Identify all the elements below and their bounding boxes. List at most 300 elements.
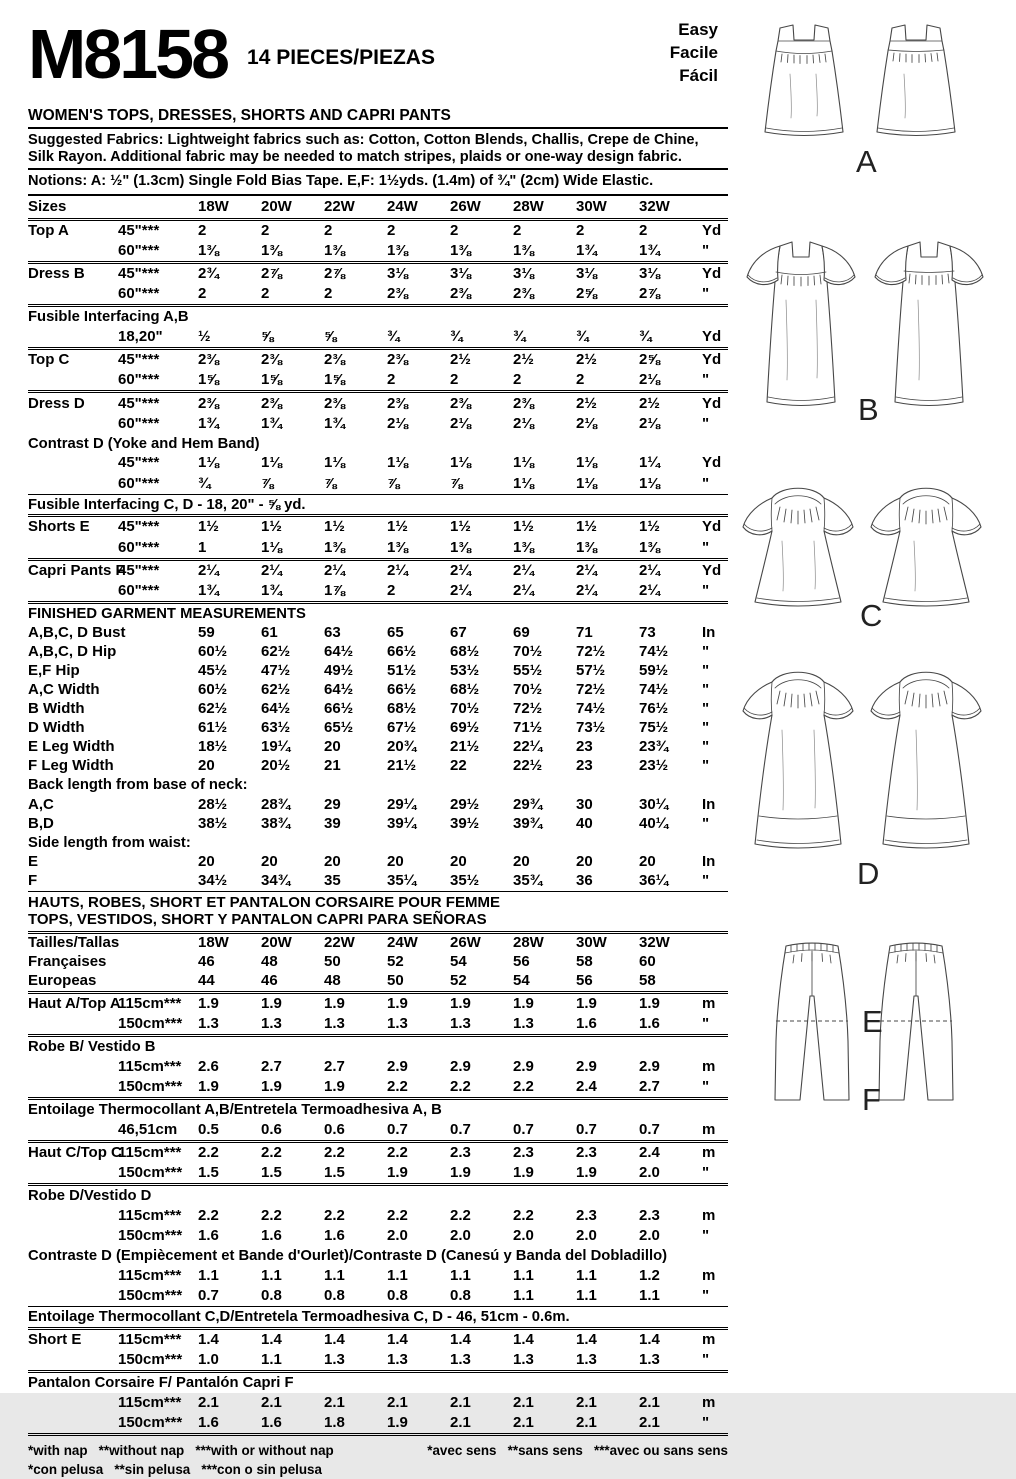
size-cell: 20W — [261, 934, 292, 952]
table-row — [28, 241, 728, 264]
size-cell: 62½ — [261, 643, 291, 661]
section-title: TOPS, VESTIDOS, SHORT Y PANTALON CAPRI PARA SEÑORAS — [28, 911, 487, 929]
footnote-en: *with nap **without nap ***with or without nap — [28, 1443, 334, 1459]
view-d-label: D — [857, 856, 880, 891]
row-spec: 45"*** — [118, 264, 160, 282]
size-cell: 32W — [639, 934, 670, 952]
size-cell: 1.1 — [261, 1267, 282, 1285]
table-row — [28, 1330, 728, 1350]
size-cell: 23½ — [639, 757, 669, 775]
size-cell: 62½ — [198, 700, 228, 718]
section-title: Side length from waist: — [28, 835, 191, 852]
size-cell: 2.3 — [576, 1144, 597, 1162]
size-cell: 2¼ — [513, 582, 534, 599]
size-cell: 29¾ — [513, 795, 543, 813]
size-cell: 0.7 — [576, 1120, 597, 1138]
size-cell: 56 — [576, 972, 593, 990]
unit-cell: " — [702, 414, 710, 432]
section-title: Contraste D (Empiècement et Bande d'Ourlet)/Contraste D (Canesú y Banda del Dobladillo) — [28, 1248, 668, 1265]
table-row — [28, 370, 728, 393]
size-cell: 1½ — [450, 518, 471, 536]
table-row — [28, 474, 728, 495]
size-cell: 62½ — [261, 681, 291, 699]
size-cell: 1⅛ — [576, 454, 597, 472]
size-cell: 0.6 — [261, 1120, 282, 1138]
size-cell: 1½ — [639, 518, 660, 536]
section-row — [28, 1246, 728, 1266]
size-cell: 2.2 — [513, 1078, 534, 1096]
size-cell: 38¾ — [261, 814, 291, 832]
size-cell: 1.3 — [513, 1351, 534, 1369]
section-title: Fusible Interfacing A,B — [28, 309, 189, 326]
table-row — [28, 972, 728, 994]
size-cell: 1¾ — [324, 414, 345, 432]
size-cell: 1.4 — [576, 1331, 597, 1348]
row-label: Sizes — [28, 197, 67, 215]
size-cell: 20 — [387, 853, 404, 871]
size-cell: 2.0 — [639, 1164, 660, 1182]
size-cell: 2 — [387, 371, 396, 389]
row-spec: 115cm*** — [118, 1144, 182, 1162]
table-row — [28, 393, 728, 413]
size-cell: 2.1 — [450, 1393, 471, 1411]
size-cell: 2¼ — [513, 561, 534, 579]
size-cell: 1.9 — [639, 994, 660, 1012]
size-cell: 2.2 — [450, 1078, 471, 1096]
size-cell: 54 — [513, 972, 530, 990]
size-cell: 30 — [576, 795, 593, 813]
unit-cell: m — [702, 994, 716, 1012]
size-cell: 20½ — [261, 757, 291, 775]
table-row — [28, 221, 728, 241]
unit-cell: " — [702, 582, 710, 599]
size-cell: 21½ — [387, 757, 417, 775]
size-cell: 1.9 — [450, 1164, 471, 1182]
row-label: B,D — [28, 814, 54, 832]
table-row — [28, 994, 728, 1014]
table-row — [28, 453, 728, 473]
size-cell: 2.1 — [576, 1393, 597, 1411]
unit-cell: Yd — [702, 518, 722, 536]
size-cell: 2.1 — [513, 1414, 534, 1432]
size-cell: 60½ — [198, 681, 228, 699]
size-cell: 35 — [324, 872, 341, 890]
size-cell: 74½ — [576, 700, 606, 718]
size-cell: 1⅜ — [576, 538, 597, 556]
size-cell: 2¼ — [387, 561, 408, 579]
size-cell: 0.7 — [513, 1120, 534, 1138]
size-cell: 1.9 — [576, 1164, 597, 1182]
size-cell: 20 — [450, 853, 467, 871]
size-cell: 40 — [576, 814, 593, 832]
size-cell: 2¼ — [576, 561, 597, 579]
row-label: Haut C/Top C — [28, 1144, 122, 1162]
size-cell: 35¾ — [513, 872, 543, 890]
size-cell: 64½ — [261, 700, 291, 718]
unit-cell: " — [702, 371, 710, 389]
size-cell: 65 — [387, 624, 404, 642]
yardage-table — [28, 194, 728, 1437]
size-cell: 2.0 — [513, 1227, 534, 1245]
view-a-back — [877, 25, 955, 136]
size-cell: 74½ — [639, 681, 669, 699]
size-cell: 2.7 — [639, 1078, 660, 1096]
size-cell: 1⅜ — [198, 241, 219, 259]
size-cell: 71½ — [513, 719, 543, 737]
size-cell: ¾ — [639, 327, 652, 345]
size-cell: 1⅜ — [261, 241, 282, 259]
suggested-fabrics-text: Lightweight fabrics such as: Cotton, Cotton Blends, Challis, Crepe de Chine, Silk Rayon. Additional fabric may be needed to match stripes, plaids or one-way design fabric. — [28, 132, 699, 165]
unit-cell: " — [702, 681, 710, 699]
notions-text: A: ½" (1.3cm) Single Fold Bias Tape. E,F: 1½yds. (1.4m) of ¾" (2cm) Wide Elastic. — [90, 173, 654, 189]
pants-back — [879, 943, 953, 1100]
table-row — [28, 264, 728, 284]
size-cell: ⅝ — [261, 327, 274, 345]
size-cell: 26W — [450, 934, 481, 952]
size-cell: 59 — [198, 624, 215, 642]
unit-cell: m — [702, 1267, 716, 1285]
size-cell: 1.8 — [324, 1414, 345, 1432]
size-cell: 1⅝ — [324, 371, 345, 389]
size-cell: 1½ — [198, 518, 219, 536]
unit-cell: " — [702, 538, 710, 556]
table-row — [28, 414, 728, 434]
table-row — [28, 581, 728, 604]
table-row — [28, 1226, 728, 1246]
unit-cell: Yd — [702, 454, 722, 472]
size-cell: ⅝ — [324, 327, 337, 345]
size-cell: 2.2 — [450, 1207, 471, 1225]
row-label: A,B,C, D Hip — [28, 643, 117, 661]
section-row — [28, 1307, 728, 1330]
footnotes — [28, 1441, 728, 1479]
size-cell: 22W — [324, 197, 355, 215]
unit-cell: " — [702, 1078, 710, 1096]
unit-cell: In — [702, 795, 716, 813]
size-cell: 73½ — [576, 719, 606, 737]
size-cell: 23¾ — [639, 738, 669, 756]
size-cell: 1.9 — [387, 994, 408, 1012]
view-c-illustration — [734, 476, 990, 616]
view-b-front — [747, 242, 855, 406]
section-row — [28, 307, 728, 327]
section-title: FINISHED GARMENT MEASUREMENTS — [28, 605, 306, 622]
size-cell: 2.3 — [576, 1207, 597, 1225]
size-cell: 68½ — [450, 643, 480, 661]
size-cell: 1⅜ — [513, 241, 534, 259]
size-cell: 1¾ — [261, 582, 282, 599]
size-cell: 22W — [324, 934, 355, 952]
size-cell: 60½ — [198, 643, 228, 661]
size-cell: 2⅜ — [324, 394, 345, 412]
size-cell: 2.2 — [324, 1207, 345, 1225]
table-row — [28, 350, 728, 370]
unit-cell: " — [702, 1015, 710, 1033]
size-cell: 72½ — [513, 700, 543, 718]
size-cell: 28¾ — [261, 795, 291, 813]
section-title: Back length from base of neck: — [28, 777, 248, 794]
size-cell: 2⅜ — [198, 394, 219, 412]
table-row — [28, 872, 728, 892]
size-cell: 2⅜ — [387, 351, 408, 369]
size-cell: 1.6 — [261, 1227, 282, 1245]
size-cell: 1¾ — [198, 582, 219, 599]
row-label: B Width — [28, 700, 85, 718]
unit-cell: m — [702, 1120, 716, 1138]
size-cell: 40¼ — [639, 814, 669, 832]
row-label: E — [28, 853, 39, 871]
size-cell: 28W — [513, 197, 544, 215]
size-cell: 2⅛ — [387, 414, 408, 432]
row-label: A,C — [28, 795, 54, 813]
row-label: Dress D — [28, 394, 85, 412]
size-cell: 1.3 — [450, 1015, 471, 1033]
row-label: Top C — [28, 351, 70, 369]
size-cell: 56 — [513, 953, 530, 971]
section-row — [28, 1373, 728, 1393]
size-cell: 1.4 — [324, 1331, 345, 1348]
size-cell: 1.9 — [198, 1078, 219, 1096]
size-cell: 60 — [639, 953, 656, 971]
size-cell: 1.9 — [324, 1078, 345, 1096]
table-row — [28, 1266, 728, 1286]
unit-cell: " — [702, 700, 710, 718]
size-cell: 1.3 — [639, 1351, 660, 1369]
size-cell: 1.9 — [387, 1164, 408, 1182]
row-spec: 60"*** — [118, 538, 160, 556]
row-label: E,F Hip — [28, 662, 80, 680]
table-row — [28, 1163, 728, 1186]
difficulty-es: Fácil — [679, 66, 718, 85]
size-cell: 1.3 — [324, 1015, 345, 1033]
size-cell: 2¼ — [450, 582, 471, 599]
size-cell: 1½ — [513, 518, 534, 536]
size-cell: 2⅜ — [198, 351, 219, 369]
table-row — [28, 1413, 728, 1436]
size-cell: 45½ — [198, 662, 228, 680]
view-c-front — [743, 488, 853, 606]
section-row — [28, 1100, 728, 1120]
size-cell: 1⅝ — [261, 371, 282, 389]
size-cell: 63 — [324, 624, 341, 642]
size-cell: 2 — [576, 371, 585, 389]
table-row — [28, 1057, 728, 1077]
notions-lead: Notions: — [28, 173, 88, 189]
size-cell: 2⅜ — [450, 394, 471, 412]
size-cell: 1.6 — [198, 1227, 219, 1245]
row-spec: 60"*** — [118, 371, 160, 389]
size-cell: 2 — [198, 221, 207, 239]
size-cell: 2¼ — [639, 582, 660, 599]
size-cell: 20W — [261, 197, 292, 215]
size-cell: 1⅛ — [513, 474, 534, 492]
size-cell: 2 — [261, 221, 270, 239]
pattern-number: M8158 — [28, 15, 228, 93]
size-cell: 1.3 — [324, 1351, 345, 1369]
size-cell: 1.1 — [576, 1287, 597, 1305]
size-cell: 2 — [387, 221, 396, 239]
unit-cell: In — [702, 853, 716, 871]
size-cell: 1⅛ — [450, 454, 471, 472]
unit-cell: " — [702, 285, 710, 303]
view-b-illustration — [734, 230, 990, 416]
size-cell: 63½ — [261, 719, 291, 737]
size-cell: 1.6 — [198, 1414, 219, 1432]
size-cell: 30W — [576, 934, 607, 952]
size-cell: 2¼ — [639, 561, 660, 579]
row-label: Europeas — [28, 972, 97, 990]
size-cell: 1.5 — [261, 1164, 282, 1182]
row-spec: 45"*** — [118, 561, 160, 579]
table-row — [28, 1120, 728, 1143]
footnote-fr: *avec sens **sans sens ***avec ou sans sens — [427, 1443, 728, 1459]
size-cell: 39¼ — [387, 814, 417, 832]
size-cell: 2 — [198, 285, 207, 303]
size-cell: 69 — [513, 624, 530, 642]
suggested-fabrics — [28, 129, 728, 170]
size-cell: ½ — [198, 327, 211, 345]
unit-cell: " — [702, 814, 710, 832]
size-cell: 54 — [450, 953, 467, 971]
size-cell: 23 — [576, 757, 593, 775]
size-cell: 2.3 — [513, 1144, 534, 1162]
size-cell: 21½ — [450, 738, 480, 756]
row-label: E Leg Width — [28, 738, 115, 756]
row-spec: 60"*** — [118, 474, 160, 492]
table-row — [28, 681, 728, 700]
size-cell: 30W — [576, 197, 607, 215]
section-title: Robe D/Vestido D — [28, 1188, 152, 1205]
row-label: D Width — [28, 719, 85, 737]
size-cell: 2⅛ — [639, 371, 660, 389]
table-row — [28, 738, 728, 757]
size-cell: 2.2 — [261, 1144, 282, 1162]
size-cell: 59½ — [639, 662, 669, 680]
size-cell: 1⅜ — [513, 538, 534, 556]
size-cell: 2¼ — [198, 561, 219, 579]
row-spec: 60"*** — [118, 241, 160, 259]
unit-cell: Yd — [702, 394, 722, 412]
size-cell: 2.1 — [639, 1414, 660, 1432]
row-label: Top A — [28, 221, 69, 239]
view-a-front — [765, 25, 843, 136]
size-cell: 1⅜ — [450, 241, 471, 259]
size-cell: 2.0 — [576, 1227, 597, 1245]
size-cell: 0.8 — [450, 1287, 471, 1305]
table-row — [28, 1077, 728, 1100]
size-cell: 2.1 — [324, 1393, 345, 1411]
size-cell: 1⅛ — [387, 454, 408, 472]
row-label: A,C Width — [28, 681, 100, 699]
size-cell: 1.1 — [387, 1267, 408, 1285]
row-spec: 150cm*** — [118, 1351, 183, 1369]
size-cell: 72½ — [576, 643, 606, 661]
size-cell: 1⅜ — [387, 538, 408, 556]
size-cell: 1.9 — [261, 1078, 282, 1096]
row-spec: 115cm*** — [118, 1393, 182, 1411]
unit-cell: " — [702, 719, 710, 737]
size-cell: 35¼ — [387, 872, 417, 890]
unit-cell: " — [702, 738, 710, 756]
size-cell: 3⅛ — [576, 264, 597, 282]
section-row — [28, 776, 728, 796]
size-cell: 1.2 — [639, 1267, 660, 1285]
size-cell: 66½ — [387, 643, 417, 661]
size-cell: 18W — [198, 197, 229, 215]
size-cell: 0.7 — [450, 1120, 471, 1138]
size-cell: 1½ — [576, 518, 597, 536]
table-row — [28, 700, 728, 719]
size-cell: 1.9 — [324, 994, 345, 1012]
size-cell: 1.6 — [261, 1414, 282, 1432]
size-cell: 2½ — [576, 394, 597, 412]
suggested-fabrics-lead: Suggested Fabrics: — [28, 132, 164, 148]
unit-cell: m — [702, 1207, 716, 1225]
unit-cell: " — [702, 1227, 710, 1245]
size-cell: 1.3 — [198, 1015, 219, 1033]
size-cell: 23 — [576, 738, 593, 756]
size-cell: 2 — [513, 221, 522, 239]
footnote-line-2 — [28, 1460, 728, 1479]
size-cell: 2½ — [576, 351, 597, 369]
size-cell: 0.5 — [198, 1120, 219, 1138]
size-cell: 35½ — [450, 872, 480, 890]
size-cell: 32W — [639, 197, 670, 215]
size-cell: 36¼ — [639, 872, 669, 890]
size-cell: 48 — [324, 972, 341, 990]
row-spec: 46,51cm — [118, 1120, 178, 1138]
size-cell: 51½ — [387, 662, 417, 680]
size-cell: 2⅜ — [324, 351, 345, 369]
size-cell: 0.8 — [387, 1287, 408, 1305]
size-cell: 2⅜ — [387, 285, 408, 303]
size-cell: 1.1 — [576, 1267, 597, 1285]
size-cell: ¾ — [513, 327, 526, 345]
size-cell: 2 — [450, 221, 459, 239]
table-row — [28, 538, 728, 561]
section-row — [28, 1186, 728, 1206]
size-cell: 2⅛ — [450, 414, 471, 432]
size-cell: 2.9 — [450, 1057, 471, 1075]
size-cell: 20 — [513, 853, 530, 871]
unit-cell: Yd — [702, 264, 722, 282]
size-cell: 2.6 — [198, 1057, 219, 1075]
size-cell: 18½ — [198, 738, 228, 756]
size-cell: 66½ — [324, 700, 354, 718]
view-b-label: B — [858, 392, 879, 427]
yardage-chart-column — [28, 10, 728, 1479]
size-cell: 1.5 — [324, 1164, 345, 1182]
unit-cell: Yd — [702, 221, 722, 239]
size-cell: 64½ — [324, 643, 354, 661]
size-cell: 2.2 — [513, 1207, 534, 1225]
footnote-line-1 — [28, 1441, 728, 1460]
row-label: F — [28, 872, 38, 890]
table-row — [28, 853, 728, 872]
difficulty-fr: Facile — [669, 43, 718, 62]
section-title: Fusible Interfacing C, D - 18, 20" - ⅝ yd. — [28, 496, 306, 513]
size-cell: 2.3 — [450, 1144, 471, 1162]
size-cell: 2.1 — [639, 1393, 660, 1411]
table-row — [28, 1143, 728, 1163]
size-cell: 2.0 — [639, 1227, 660, 1245]
row-spec: 115cm*** — [118, 1331, 182, 1348]
notions — [28, 170, 728, 194]
size-cell: 2⅜ — [261, 394, 282, 412]
size-cell: 70½ — [450, 700, 480, 718]
size-cell: 1.3 — [387, 1351, 408, 1369]
size-cell: 1¾ — [576, 241, 597, 259]
